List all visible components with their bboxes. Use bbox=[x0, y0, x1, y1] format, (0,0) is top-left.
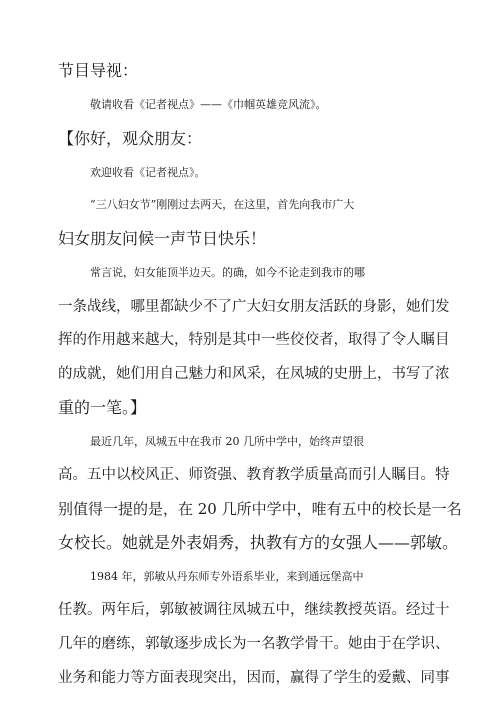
paragraph-line: 妇女朋友问候一声节日快乐！ bbox=[58, 229, 267, 248]
paragraph-line: 的成就，她们用自己魅力和风采，在凤城的史册上，书写了浓 bbox=[58, 366, 450, 382]
paragraph-line: “三八妇女节”刚刚过去两天，在这里，首先向我市广大 bbox=[90, 198, 355, 211]
paragraph-line: 女校长。她就是外表娟秀，执教有方的女强人——郭敏。 bbox=[58, 533, 459, 552]
welcome-line: 欢迎收看《记者视点》。 bbox=[90, 166, 206, 179]
paragraph-line: 任教。两年后，郭敏被调往凤城五中，继续教授英语。经过十 bbox=[58, 602, 450, 618]
program-preview-line: 敬请收看《记者视点》——《巾帼英雄竞风流》。 bbox=[90, 98, 327, 111]
paragraph-line: 高。五中以校风正、师资强、教育教学质量高而引人瞩目。特 bbox=[58, 467, 450, 483]
paragraph-line: 别值得一提的是，在 20 几所中学中，唯有五中的校长是一名 bbox=[58, 500, 462, 518]
paragraph-line: 业务和能力等方面表现突出，因而，赢得了学生的爱戴、同事 bbox=[58, 670, 450, 686]
paragraph-line: 常言说，妇女能顶半边天。的确，如今不论走到我市的哪 bbox=[90, 266, 365, 279]
paragraph-line: 一条战线，哪里都缺少不了广大妇女朋友活跃的身影，她们发 bbox=[58, 299, 450, 315]
paragraph-line: 挥的作用越来越大，特别是其中一些佼佼者，取得了令人瞩目 bbox=[58, 332, 450, 348]
section-heading: 节目导视： bbox=[58, 61, 139, 80]
greeting-line: 【你好，观众朋友： bbox=[58, 129, 203, 148]
paragraph-line: 1984 年，郭敏从丹东师专外语系毕业，来到通远堡高中 bbox=[90, 570, 364, 583]
paragraph-line: 几年的磨练，郭敏逐步成长为一名教学骨干。她由于在学识、 bbox=[58, 636, 450, 652]
paragraph-line: 重的一笔。】 bbox=[58, 398, 147, 417]
paragraph-line: 最近几年，凤城五中在我市 20 几所中学中，始终声望很 bbox=[90, 435, 364, 448]
